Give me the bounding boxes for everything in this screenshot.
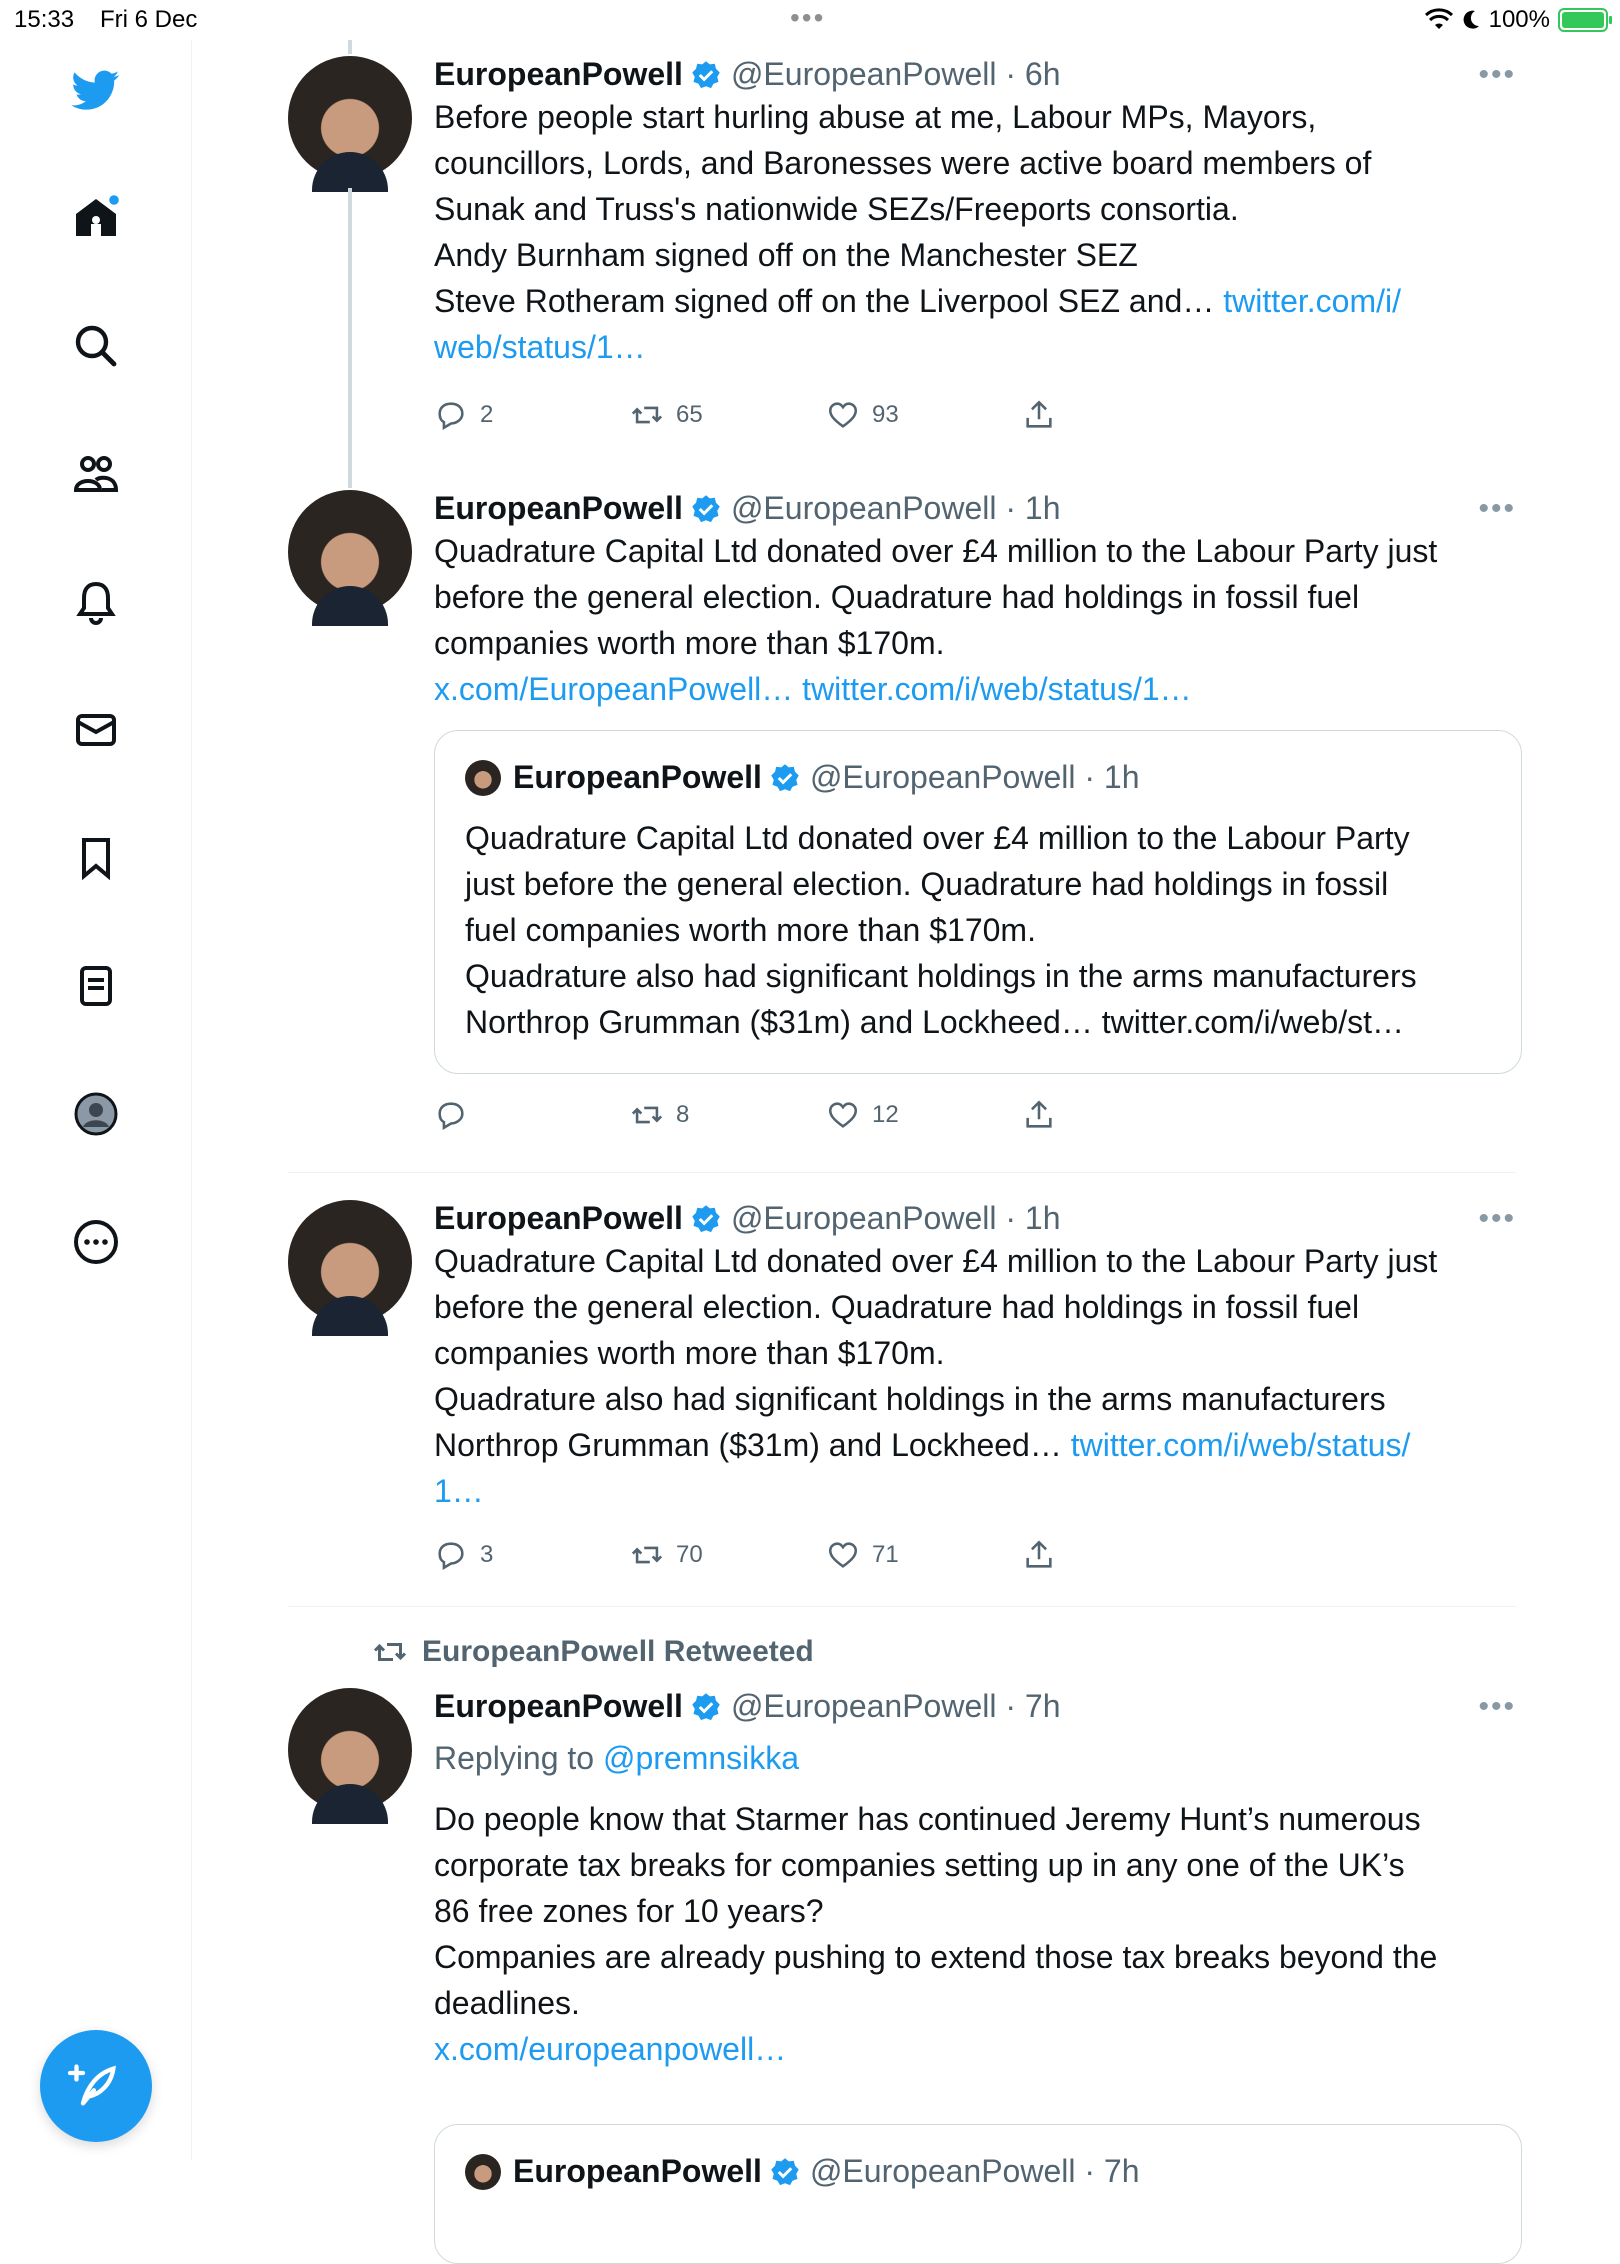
bookmarks-icon[interactable] (68, 830, 124, 886)
retweet-count: 65 (676, 401, 703, 428)
quoted-tweet[interactable] (434, 2124, 1522, 2264)
communities-icon[interactable] (68, 446, 124, 502)
verified-badge-icon (770, 2157, 800, 2187)
search-icon[interactable] (68, 318, 124, 374)
retweet-icon (630, 1538, 664, 1572)
quoted-tweet[interactable] (434, 730, 1522, 1074)
tweet-line: before the general election. Quadrature had holdings in fossil fuel (434, 579, 1360, 615)
notifications-icon[interactable] (68, 574, 124, 630)
status-bar (0, 0, 1620, 40)
handle-timestamp[interactable]: @EuropeanPowell · 7h (730, 1688, 1061, 1724)
replying-to-handle[interactable]: @premnsikka (602, 1740, 800, 1776)
display-name[interactable]: EuropeanPowell (434, 1688, 683, 1724)
retweet-count: 70 (676, 1541, 703, 1568)
avatar[interactable] (288, 56, 412, 180)
tweet-link[interactable]: x.com/EuropeanPowell… twitter.com/i/web/status/1… (434, 671, 1192, 707)
replying-to (434, 1740, 799, 1777)
timeline[interactable] (192, 40, 1620, 2189)
like-count: 71 (872, 1541, 899, 1568)
reply-icon (434, 398, 468, 432)
reply-button[interactable] (434, 398, 493, 432)
heart-icon (826, 398, 860, 432)
tweet-line: Quadrature Capital Ltd donated over £4 million to the Labour Party just (434, 1243, 1438, 1279)
tweet-line: corporate tax breaks for companies setting up in any one of the UK’s (434, 1847, 1405, 1883)
retweet-count: 8 (676, 1101, 690, 1128)
tweet-line: Quadrature Capital Ltd donated over £4 million to the Labour Party just (434, 533, 1438, 569)
handle-timestamp[interactable]: @EuropeanPowell · 1h (730, 1200, 1061, 1236)
tweet[interactable] (288, 490, 1516, 1150)
tweet-line-with-link (434, 1422, 1514, 1468)
like-button[interactable] (826, 1538, 899, 1572)
tweet-header (434, 1200, 1061, 1237)
share-icon (1022, 398, 1056, 432)
share-button[interactable] (1022, 1538, 1056, 1572)
tweet-link[interactable]: x.com/europeanpowell… (434, 2031, 787, 2067)
verified-badge-icon (691, 1204, 721, 1234)
share-button[interactable] (1022, 398, 1056, 432)
tweet-line: before the general election. Quadrature had holdings in fossil fuel (434, 1289, 1360, 1325)
tweet-line-with-link (434, 278, 1514, 324)
retweet-button[interactable] (630, 1098, 689, 1132)
reply-icon (434, 1538, 468, 1572)
status-date: Fri 6 Dec (100, 6, 198, 33)
more-options-icon[interactable]: ••• (1478, 492, 1516, 525)
tweet-line: Northrop Grumman ($31m) and Lockheed… (434, 1427, 1071, 1463)
status-right (1425, 6, 1608, 34)
retweet-button[interactable] (630, 1538, 703, 1572)
handle-timestamp[interactable]: @EuropeanPowell · 1h (730, 490, 1061, 526)
more-icon[interactable] (68, 1214, 124, 1270)
profile-icon[interactable] (68, 1086, 124, 1142)
verified-badge-icon (691, 1692, 721, 1722)
tweet-text (434, 1796, 1514, 2072)
tweet-link[interactable]: 1… (434, 1473, 484, 1509)
multitasking-dots-icon[interactable]: ••• (790, 2, 826, 33)
tweet[interactable] (288, 1200, 1516, 1580)
tweet-line: Before people start hurling abuse at me, Labour MPs, Mayors, (434, 99, 1317, 135)
quoted-line: Northrop Grumman ($31m) and Lockheed… twitter.com/i/web/st… (465, 1004, 1405, 1040)
wifi-icon (1425, 9, 1453, 31)
tweet-actions (434, 1538, 1074, 1578)
reply-count: 2 (480, 401, 494, 428)
sidebar (0, 40, 192, 2160)
quoted-handle-timestamp: @EuropeanPowell · 1h (809, 759, 1140, 795)
tweet-link[interactable]: web/status/1… (434, 329, 646, 365)
tweet-header (434, 56, 1061, 93)
tweet-link[interactable]: twitter.com/i/web/status/ (1070, 1427, 1411, 1463)
handle-timestamp[interactable]: @EuropeanPowell · 6h (730, 56, 1061, 92)
tweet-line: Andy Burnham signed off on the Manchester SEZ (434, 237, 1138, 273)
avatar[interactable] (288, 1200, 412, 1324)
thread-line (348, 188, 352, 488)
like-button[interactable] (826, 1098, 899, 1132)
tweet-line: Steve Rotheram signed off on the Liverpool SEZ and… (434, 283, 1224, 319)
tweet-text (434, 94, 1514, 370)
tweet-text (434, 528, 1514, 712)
avatar[interactable] (288, 490, 412, 614)
tweet-line: Sunak and Truss's nationwide SEZs/Freeports consortia. (434, 191, 1239, 227)
display-name[interactable]: EuropeanPowell (434, 490, 683, 526)
tweet-line: Companies are already pushing to extend those tax breaks beyond the (434, 1939, 1438, 1975)
moon-icon (1461, 9, 1481, 31)
tweet-line: Quadrature also had significant holdings in the arms manufacturers (434, 1381, 1386, 1417)
heart-icon (826, 1098, 860, 1132)
battery-percent: 100% (1488, 6, 1550, 33)
tweet-divider (288, 1172, 1516, 1173)
retweet-icon (372, 1634, 408, 1670)
tweet-line: deadlines. (434, 1985, 580, 2021)
heart-icon (826, 1538, 860, 1572)
avatar[interactable] (288, 1688, 412, 1812)
quoted-tweet-text (465, 815, 1505, 1045)
messages-icon[interactable] (68, 702, 124, 758)
home-icon[interactable] (68, 190, 124, 246)
more-options-icon[interactable]: ••• (1478, 1690, 1516, 1723)
quoted-line: fuel companies worth more than $170m. (465, 912, 1036, 948)
more-options-icon[interactable]: ••• (1478, 1202, 1516, 1235)
quoted-handle-timestamp: @EuropeanPowell · 7h (809, 2153, 1140, 2189)
verified-badge-icon (691, 494, 721, 524)
share-icon (1022, 1538, 1056, 1572)
like-count: 93 (872, 401, 899, 428)
retweet-icon (630, 398, 664, 432)
tweet[interactable] (288, 56, 1516, 436)
reply-count: 3 (480, 1541, 494, 1568)
like-button[interactable] (826, 398, 899, 432)
thread-line (348, 40, 352, 54)
verified-badge-icon (770, 763, 800, 793)
quoted-avatar (465, 2154, 501, 2190)
reply-button[interactable] (434, 1538, 493, 1572)
tweet-line: 86 free zones for 10 years? (434, 1893, 824, 1929)
quoted-tweet-header (465, 759, 1140, 796)
retweeted-by-text: EuropeanPowell Retweeted (422, 1635, 814, 1668)
reply-button[interactable] (434, 1098, 480, 1132)
like-count: 12 (872, 1101, 899, 1128)
tweet-divider (288, 1606, 1516, 1607)
quoted-line: just before the general election. Quadrature had holdings in fossil (465, 866, 1389, 902)
retweet-button[interactable] (630, 398, 703, 432)
tweet-header (434, 490, 1061, 527)
display-name[interactable]: EuropeanPowell (434, 1200, 683, 1236)
reply-icon (434, 1098, 468, 1132)
tweet-text (434, 1238, 1514, 1514)
retweeted-label[interactable] (372, 1634, 814, 1670)
quoted-line: Quadrature Capital Ltd donated over £4 million to the Labour Party (465, 820, 1410, 856)
quoted-tweet-header (465, 2153, 1140, 2190)
tweet-header (434, 1688, 1061, 1725)
tweet-line: councillors, Lords, and Baronesses were active board members of (434, 145, 1372, 181)
replying-to-prefix: Replying to (434, 1740, 603, 1776)
verified-badge-icon (691, 60, 721, 90)
quoted-display-name: EuropeanPowell (513, 759, 762, 795)
quoted-display-name: EuropeanPowell (513, 2153, 762, 2189)
twitter-logo-icon[interactable] (68, 62, 124, 118)
tweet-actions (434, 1098, 1074, 1138)
battery-icon (1558, 8, 1608, 32)
tweet-link[interactable]: twitter.com/i/ (1223, 283, 1402, 319)
retweet-icon (630, 1098, 664, 1132)
share-icon (1022, 1098, 1056, 1132)
tweet[interactable] (288, 1688, 1516, 2189)
lists-icon[interactable] (68, 958, 124, 1014)
quoted-line: Quadrature also had significant holdings in the arms manufacturers (465, 958, 1417, 994)
quoted-avatar (465, 760, 501, 796)
status-time: 15:33 (14, 6, 75, 33)
tweet-line: companies worth more than $170m. (434, 625, 945, 661)
compose-button[interactable] (40, 2030, 152, 2142)
more-options-icon[interactable]: ••• (1478, 58, 1516, 91)
share-button[interactable] (1022, 1098, 1056, 1132)
compose-icon (70, 2060, 122, 2112)
tweet-line: companies worth more than $170m. (434, 1335, 945, 1371)
tweet-actions (434, 398, 1074, 438)
tweet-line: Do people know that Starmer has continued Jeremy Hunt’s numerous (434, 1801, 1421, 1837)
display-name[interactable]: EuropeanPowell (434, 56, 683, 92)
